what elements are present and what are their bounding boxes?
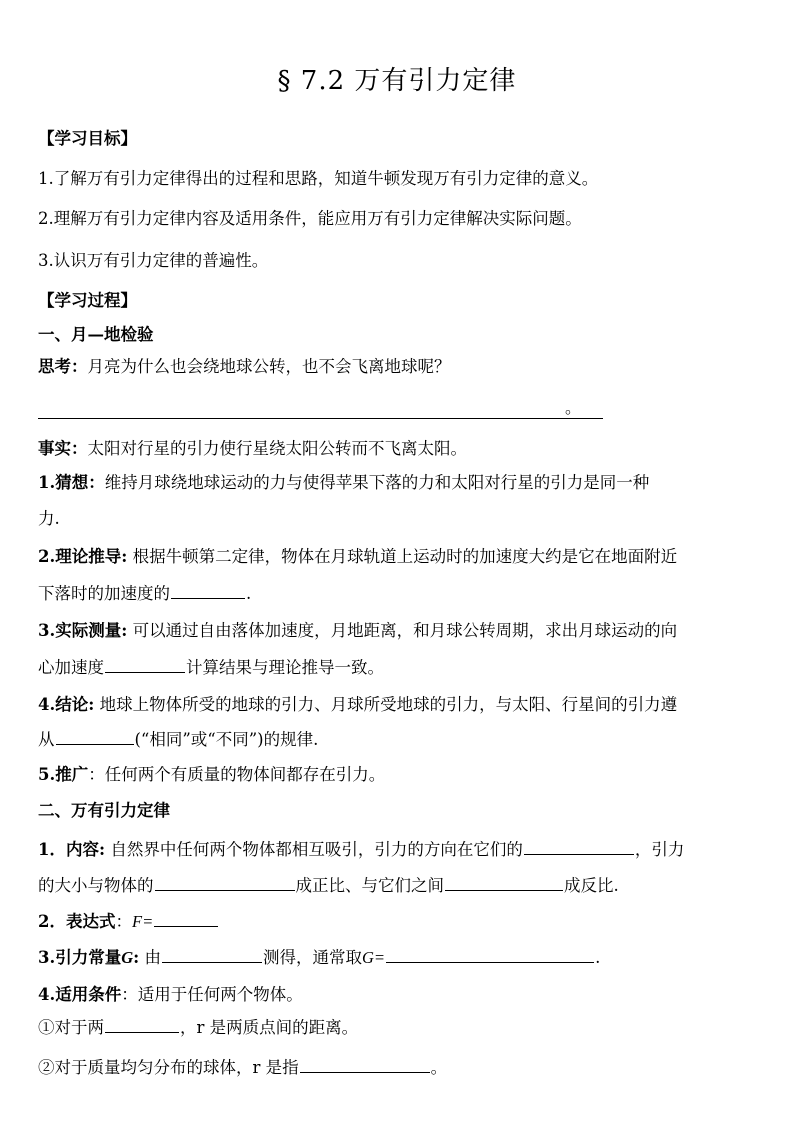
- measure-line-2: [38, 656, 758, 679]
- expr-text: ：: [115, 912, 132, 931]
- proportional-blank[interactable]: [155, 874, 295, 891]
- g-text-1: 由: [139, 948, 161, 967]
- g-formula: G=: [362, 948, 386, 967]
- g-label: 3.引力常量: [38, 948, 122, 967]
- cond-2a: ②对于质量均匀分布的球体，r 是指: [38, 1058, 299, 1077]
- content-text-2a: 的大小与物体的: [38, 876, 154, 895]
- g-symbol: G: [121, 948, 134, 967]
- cond-label: 4.适用条件: [38, 985, 122, 1004]
- guess-line-1: [38, 472, 758, 494]
- cond2-blank[interactable]: [300, 1056, 430, 1073]
- concl-line-1: [38, 694, 758, 716]
- concl-text: 地球上物体所受的地球的引力、月球所受地球的引力，与太阳、行星间的引力遵: [94, 695, 678, 714]
- ext-label: 5.推广: [38, 765, 89, 784]
- concl-line-2: [38, 728, 758, 751]
- measure-text-2b: 计算结果与理论推导一致。: [186, 658, 384, 677]
- concl-text-2b: (“相同”或“不同”)的规律.: [134, 730, 319, 749]
- measure-text-2a: 心加速度: [38, 658, 104, 677]
- same-diff-blank[interactable]: [56, 728, 134, 745]
- fact-label: 事实：: [38, 439, 88, 458]
- content-line-1: [38, 838, 758, 861]
- theory-blank[interactable]: [171, 582, 245, 599]
- content-text-2c: 成反比.: [564, 876, 619, 895]
- expr-line: [38, 910, 758, 933]
- content-line-2: [38, 874, 758, 897]
- g-line: [38, 946, 758, 969]
- accel-blank[interactable]: [105, 656, 185, 673]
- process-heading: 【学习过程】: [38, 291, 137, 310]
- content-text-1b: ，引力: [634, 840, 685, 859]
- section1-title: 一、月—地检验: [38, 325, 154, 344]
- concl-text-2a: 从: [38, 730, 55, 749]
- expr-formula: F=: [131, 912, 154, 931]
- g-colon: :: [133, 948, 140, 967]
- measure-label: 3.实际测量:: [38, 621, 128, 640]
- g-end: .: [595, 948, 601, 967]
- cond-2b: 。: [430, 1058, 448, 1077]
- goals-heading: 【学习目标】: [38, 129, 137, 148]
- ext-text: ：任何两个有质量的物体间都存在引力。: [88, 765, 386, 784]
- theory-line-2: [38, 582, 758, 605]
- theory-line-1: [38, 546, 758, 568]
- cond-1b: ，r 是两质点间的距离。: [180, 1018, 359, 1037]
- think-answer-blank[interactable]: [38, 400, 603, 419]
- theory-text: 根据牛顿第二定律，物体在月球轨道上运动时的加速度大约是它在地面附近: [127, 547, 678, 566]
- think-text: 月亮为什么也会绕地球公转，也不会飞离地球呢？: [87, 357, 451, 376]
- expr-blank[interactable]: [154, 910, 218, 927]
- inverse-blank[interactable]: [445, 874, 563, 891]
- page-title: § 7.2 万有引力定律: [277, 66, 517, 96]
- measure-text: 可以通过自由落体加速度，月地距离，和月球公转周期，求出月球运动的向: [127, 621, 678, 640]
- theory-label: 2.理论推导:: [38, 547, 128, 566]
- measure-line-1: [38, 620, 758, 642]
- cond-line: [38, 984, 758, 1006]
- cond-1a: ①对于两: [38, 1018, 104, 1037]
- measurer-blank[interactable]: [162, 946, 262, 963]
- expr-label: 2．表达式: [38, 912, 116, 931]
- concl-label: 4.结论:: [38, 695, 95, 714]
- cond-item-2: [38, 1056, 758, 1079]
- content-text-1a: 自然界中任何两个物体都相互吸引，引力的方向在它们的: [105, 840, 523, 859]
- guess-text: 维持月球绕地球运动的力与使得苹果下落的力和太阳对行星的引力是同一种: [104, 473, 650, 492]
- fact-text: 太阳对行星的引力使行星绕太阳公转而不飞离太阳。: [87, 439, 467, 458]
- cond-text: ：适用于任何两个物体。: [121, 985, 303, 1004]
- goal-item-2: 2.理解万有引力定律内容及适用条件，能应用万有引力定律解决实际问题。: [38, 209, 582, 228]
- think-label: 思考：: [38, 357, 88, 376]
- direction-blank[interactable]: [524, 838, 634, 855]
- content-label: 1．内容:: [38, 840, 106, 859]
- guess-label: 1.猜想：: [38, 473, 105, 492]
- guess-line-2: 力.: [38, 509, 60, 528]
- think-answer-end: 。: [564, 398, 581, 417]
- cond-item-1: [38, 1016, 758, 1039]
- theory-end: .: [246, 584, 252, 603]
- cond1-blank[interactable]: [105, 1016, 179, 1033]
- g-text-2: 测得，通常取: [263, 948, 362, 967]
- theory-text-2: 下落时的加速度的: [38, 584, 170, 603]
- content-text-2b: 成正比、与它们之间: [295, 876, 444, 895]
- fact-line: [38, 438, 758, 460]
- section2-title: 二、万有引力定律: [38, 801, 170, 820]
- goal-item-3: 3.认识万有引力定律的普遍性。: [38, 251, 269, 270]
- goal-item-1: 1.了解万有引力定律得出的过程和思路，知道牛顿发现万有引力定律的意义。: [38, 169, 599, 188]
- ext-line: [38, 764, 758, 786]
- think-question: [38, 356, 758, 378]
- g-value-blank[interactable]: [386, 946, 594, 963]
